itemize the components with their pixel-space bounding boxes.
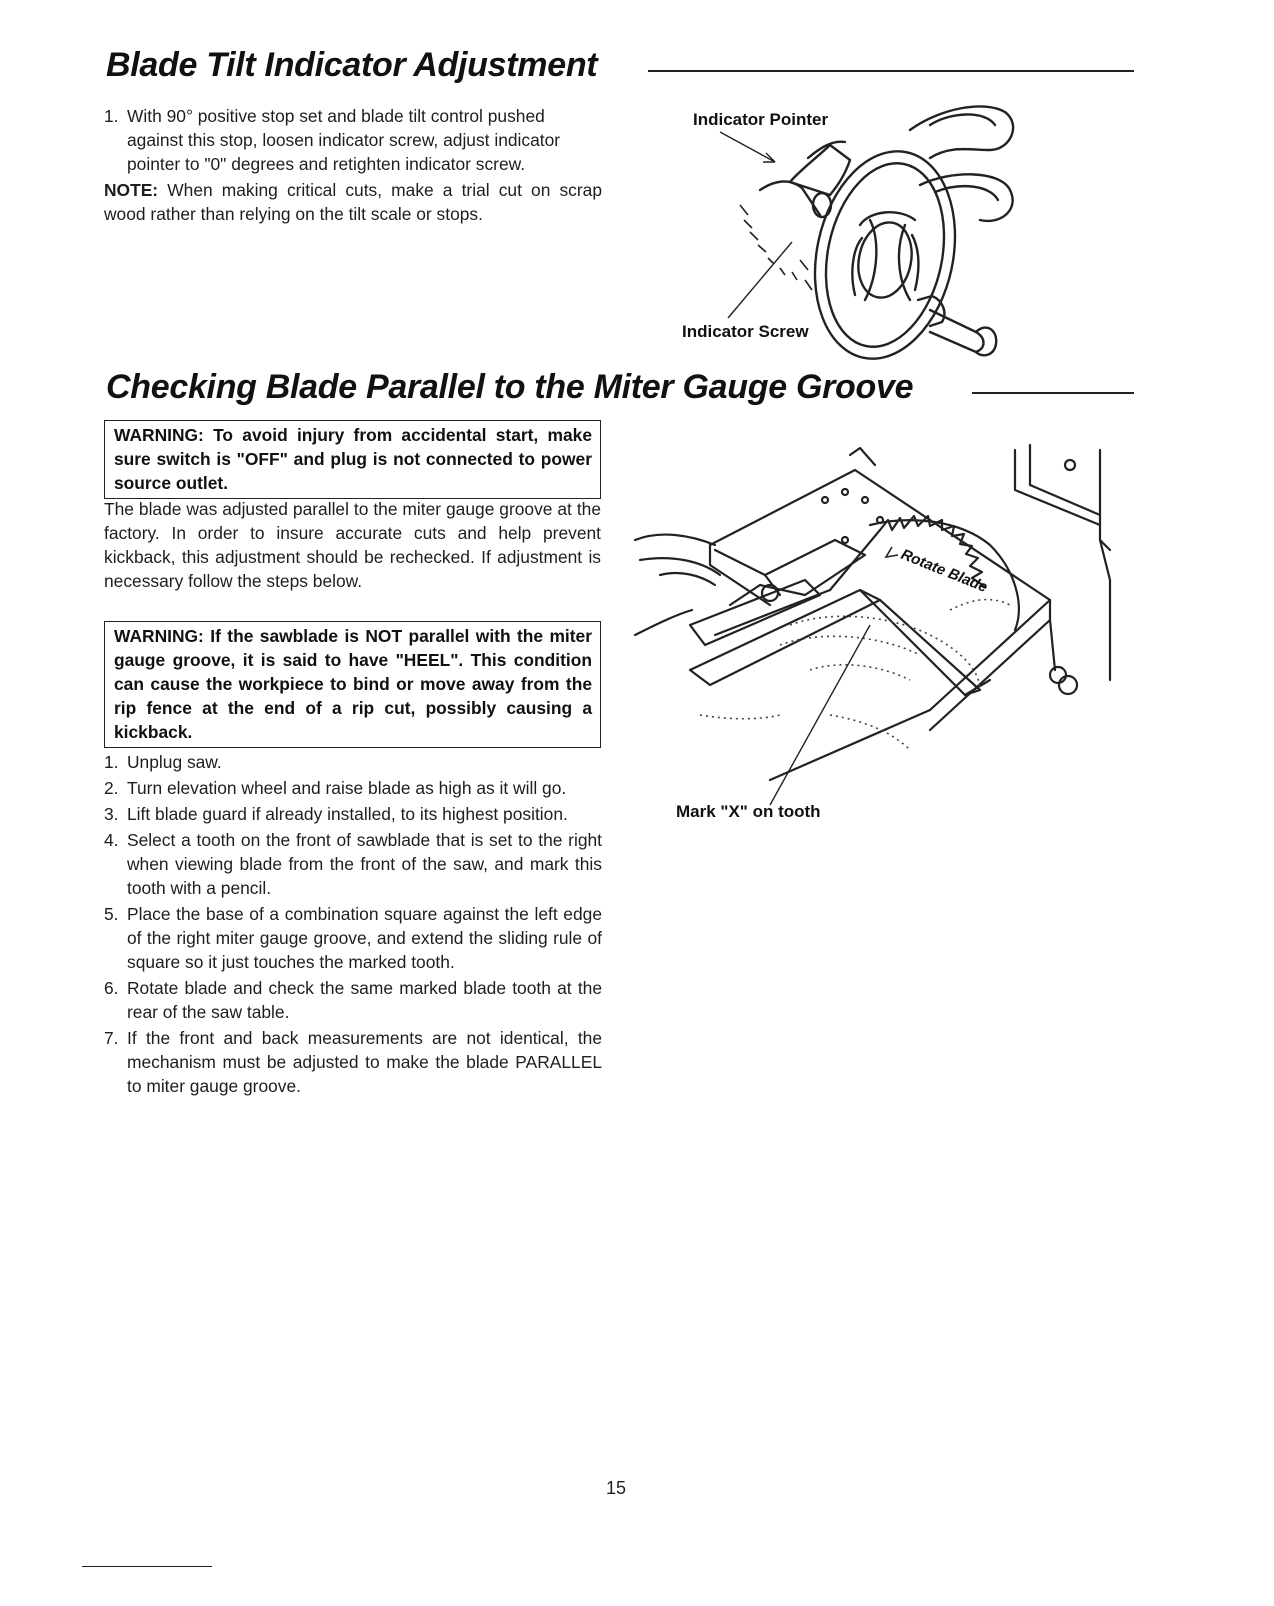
handwheel-illustration [680,100,1030,360]
list-item [104,750,602,774]
blade-tilt-steps [104,104,602,176]
title-rule [648,70,1134,72]
intro-paragraph: The blade was adjusted parallel to the miter gauge groove at the factory. In order to insure accurate cuts and help prevent kickback, this adjustment should be rechecked. If adjustment is necessary follow the steps below. [104,499,601,591]
warning-box-heel: WARNING: If the sawblade is NOT parallel with the miter gauge groove, it is said to have "HEEL". This condition can cause the workpiece to bind or move away from the rip fence at the end of a rip cut, possibly causing a kickback. [104,621,601,748]
footer-rule [82,1566,212,1567]
parallel-steps [104,750,602,1098]
step-text: Lift blade guard if already installed, to its highest position. [127,804,568,824]
step-text: Turn elevation wheel and raise blade as high as it will go. [127,778,567,798]
note-label: NOTE: [104,180,159,200]
step-text: With 90° positive stop set and blade tilt control pushed against this stop, loosen indicator screw, adjust indicator pointer to "0" degrees and retighten indicator screw. [127,106,561,174]
section-title-blade-tilt: Blade Tilt Indicator Adjustment [106,46,598,84]
step-number: 3. [104,804,119,824]
step-number: 2. [104,778,119,798]
step-number: 7. [104,1028,119,1048]
step-text: Place the base of a combination square against the left edge of the right miter gauge groove, and extend the sliding rule of square so it just touches the marked tooth. [127,904,602,972]
list-item [104,1026,602,1098]
blade-tilt-text [104,104,602,226]
label-rotate-blade: Rotate Blade [898,545,990,597]
note [104,178,602,226]
list-item [104,104,602,176]
table-saw-illustration [630,430,1090,800]
parallel-steps-container [104,750,602,1100]
list-item [104,776,602,800]
step-text: Rotate blade and check the same marked blade tooth at the rear of the saw table. [127,978,602,1022]
step-number: 4. [104,830,119,850]
list-item [104,802,602,826]
step-number: 6. [104,978,119,998]
section-title-blade-parallel: Checking Blade Parallel to the Miter Gauge Groove [106,368,914,406]
list-item [104,828,602,900]
title-rule [972,392,1134,394]
label-mark-x-on-tooth: Mark "X" on tooth [676,802,821,821]
step-text: Select a tooth on the front of sawblade that is set to the right when viewing blade from the front of the saw, and mark this tooth with a pencil. [127,830,602,898]
step-number: 5. [104,904,119,924]
step-text: Unplug saw. [127,752,222,772]
page-number: 15 [606,1478,627,1498]
warning-box-power: WARNING: To avoid injury from accidental start, make sure switch is "OFF" and plug is not connected to power source outlet. [104,420,601,499]
label-indicator-pointer: Indicator Pointer [693,110,829,129]
list-item [104,976,602,1024]
list-item [104,902,602,974]
step-number: 1. [104,752,119,772]
step-number: 1. [104,106,119,126]
note-text: When making critical cuts, make a trial cut on scrap wood rather than relying on the tilt scale or stops. [104,180,603,224]
label-indicator-screw: Indicator Screw [682,322,809,341]
step-text: If the front and back measurements are not identical, the mechanism must be adjusted to make the blade PARALLEL to miter gauge groove. [127,1028,602,1096]
